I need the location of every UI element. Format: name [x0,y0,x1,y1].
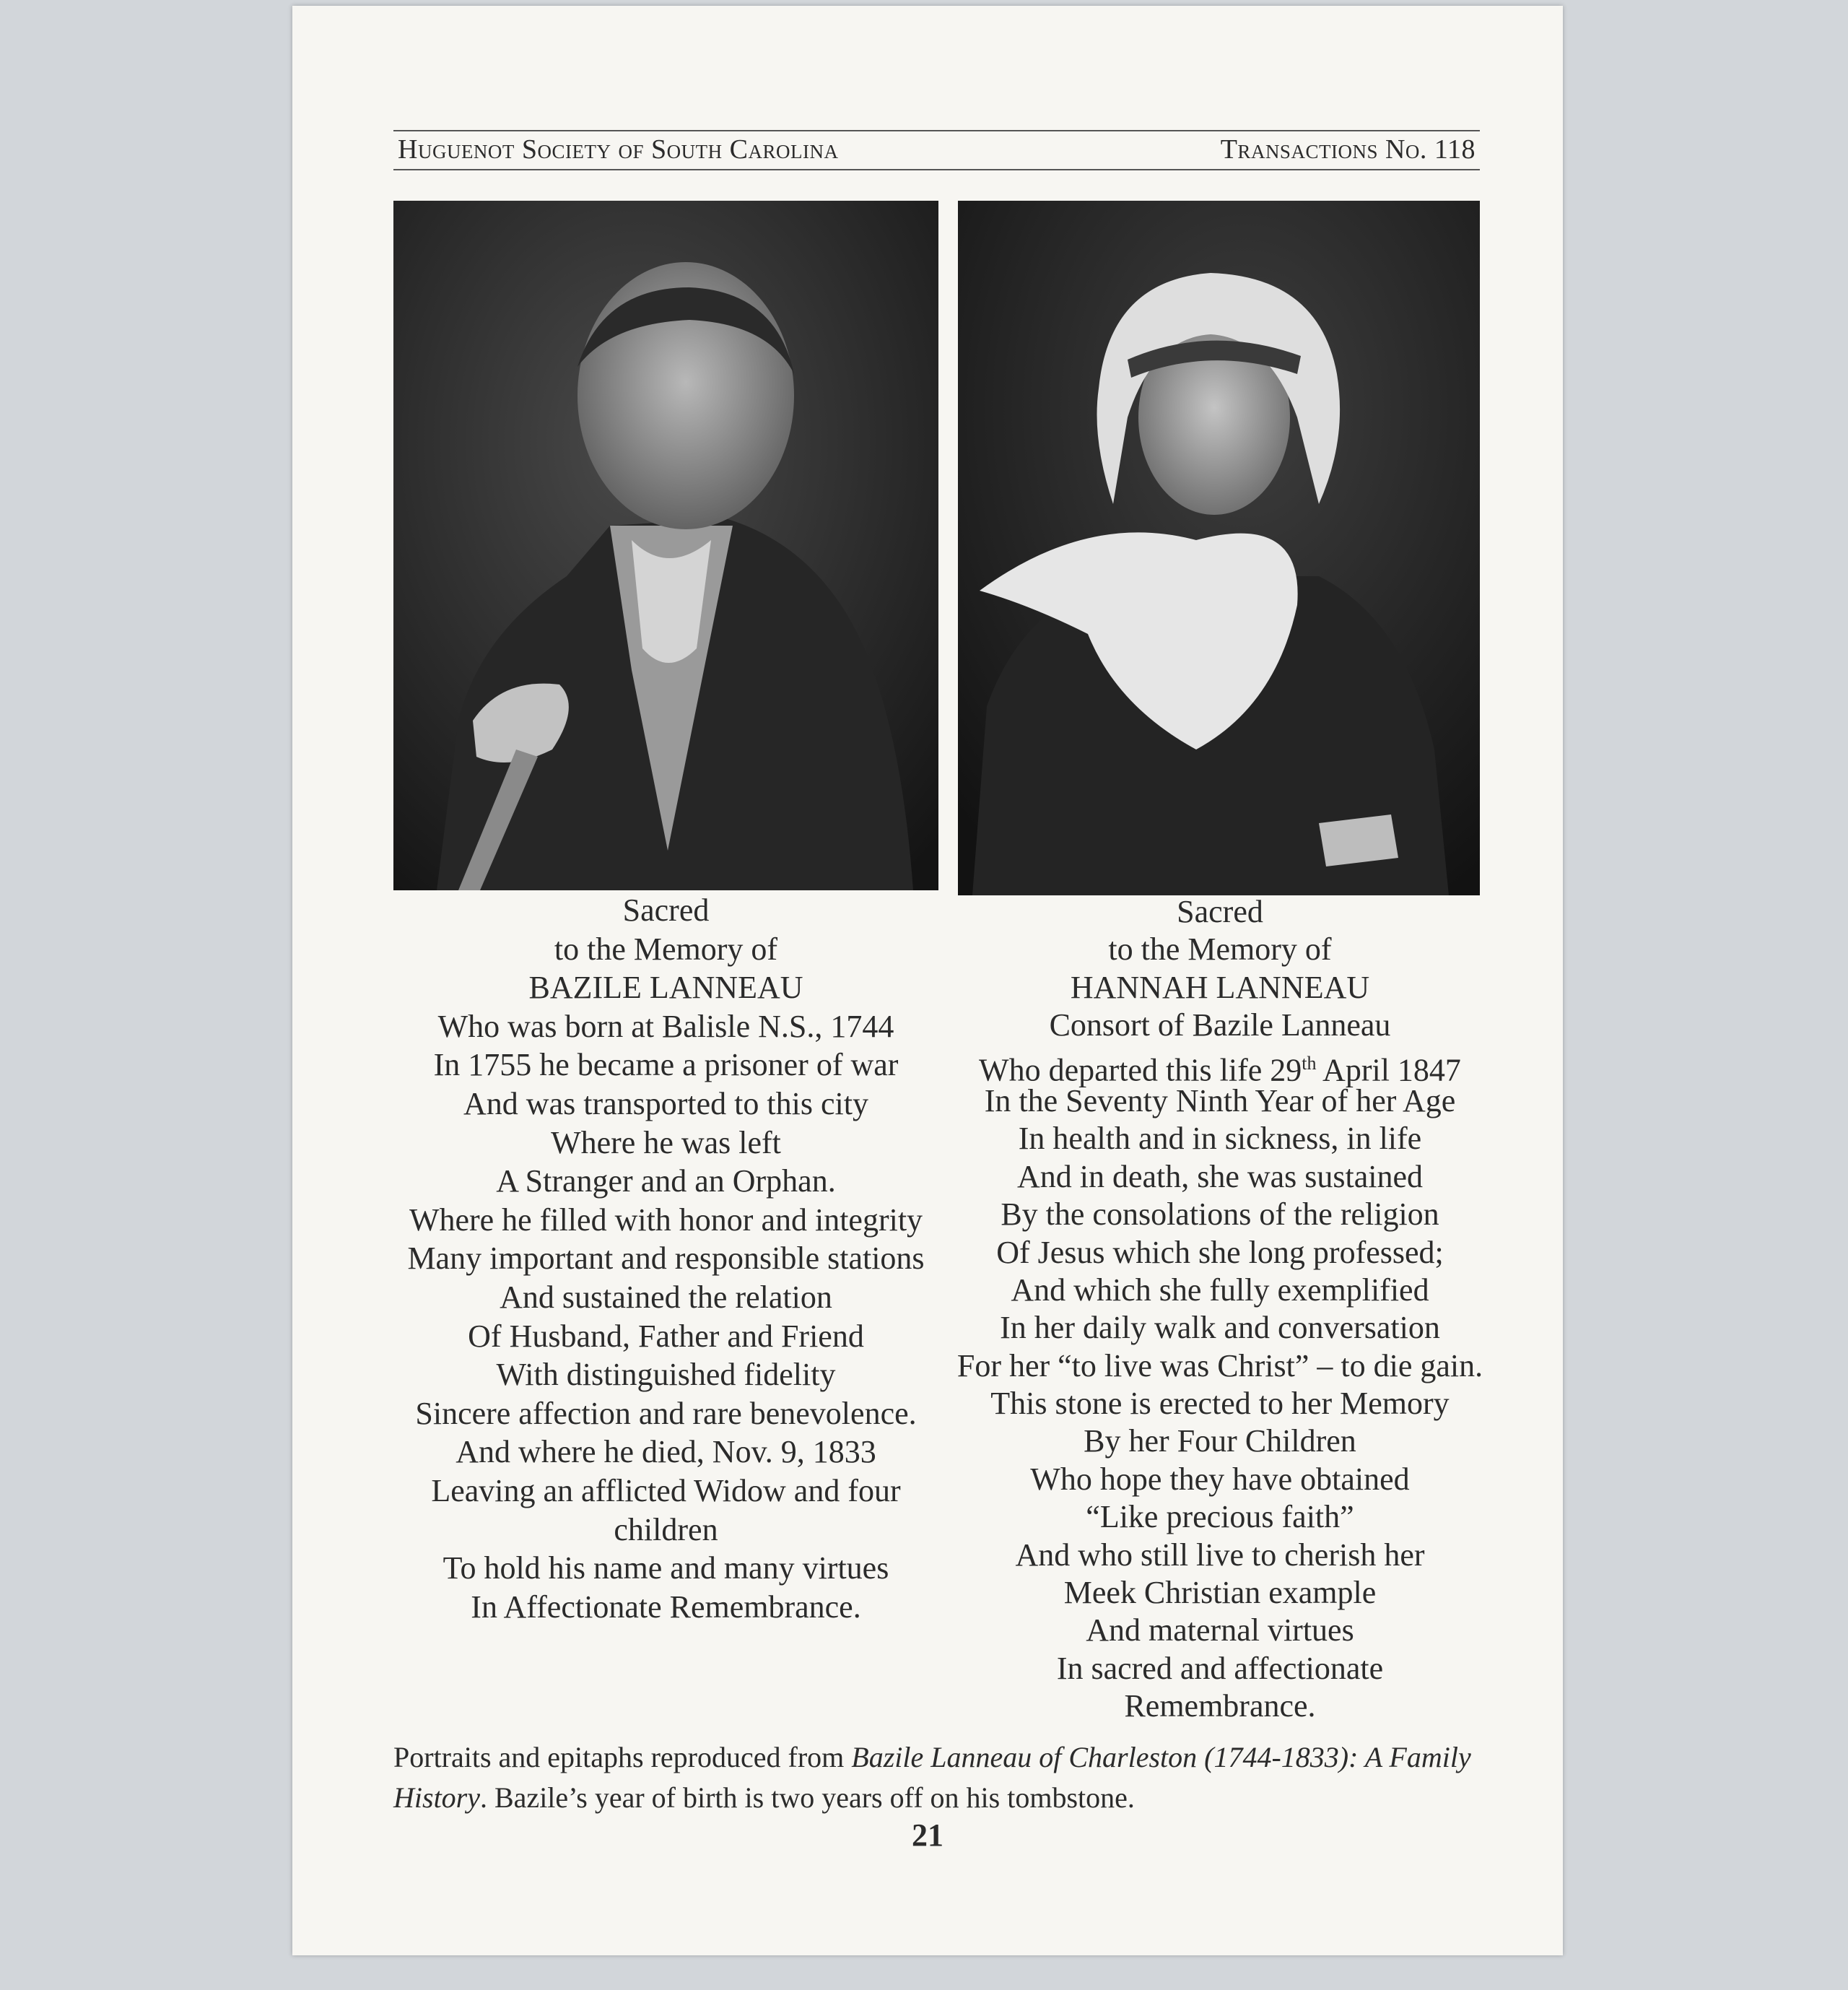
epitaph-line: Meek Christian example [1063,1575,1377,1611]
epitaph-line: Consort of Bazile Lanneau [1049,1007,1391,1043]
epitaph-line: With distinguished fidelity [496,1357,836,1393]
epitaph-line: In the Seventy Ninth Year of her Age [984,1082,1456,1118]
epitaph-line: “Like precious faith” [1086,1499,1354,1535]
epitaph-line: Leaving an afflicted Widow and four [431,1472,901,1508]
epitaph-hannah-lanneau [953,893,1487,1726]
epitaph-line: Sincere affection and rare benevolence. [415,1395,917,1431]
portrait-of-woman-icon [958,201,1480,895]
epitaph-line: Of Husband, Father and Friend [468,1318,864,1354]
epitaph-line: A Stranger and an Orphan. [496,1163,836,1199]
portrait-bazile-lanneau [393,201,938,890]
epitaph-line: Where he was left [551,1124,781,1160]
figure-caption [393,1737,1480,1818]
caption-text-end: . Bazile’s year of birth is two years off on his tombstone. [480,1781,1135,1814]
epitaph-line: In Affectionate Remembrance. [471,1589,861,1625]
epitaph-line: In sacred and affectionate [1056,1650,1384,1686]
epitaph-line-date [953,1045,1487,1088]
epitaph-line: Of Jesus which she long professed; [996,1234,1444,1270]
epitaph-line: Many important and responsible stations [407,1241,925,1277]
running-header [393,130,1480,170]
caption-text: Portraits and epitaphs reproduced from [393,1741,852,1773]
page-number: 21 [912,1817,943,1853]
epitaph-line: And who still live to cherish her [1015,1537,1425,1573]
epitaph-line: Sacred [622,892,710,928]
epitaph-line: And in death, she was sustained [1016,1158,1424,1194]
header-society-name: Huguenot Society of South Carolina [398,134,839,165]
epitaph-line: And where he died, Nov. 9, 1833 [456,1434,876,1470]
epitaph-bazile-lanneau [390,891,942,1626]
epitaph-line: to the Memory of [554,931,778,967]
epitaph-line: This stone is erected to her Memory [990,1386,1450,1422]
epitaph-line: For her “to live was Christ” – to die gain. [956,1347,1483,1383]
header-transactions-number: Transactions No. 118 [1220,134,1476,165]
ordinal-suffix: th [1302,1052,1317,1074]
epitaph-line: Where he filled with honor and integrity [409,1202,923,1238]
epitaph-line: Who was born at Balisle N.S., 1744 [437,1008,894,1044]
epitaph-line: In her daily walk and conversation [1000,1310,1440,1346]
date-text: Who departed this life 29 [979,1052,1302,1088]
epitaph-line: HANNAH LANNEAU [1070,969,1370,1005]
caption-book-title: Bazile Lanneau of Charleston (1744-1833): A Family History [393,1741,1471,1814]
document-page [292,6,1563,1955]
epitaph-line: Who hope they have obtained [1030,1461,1410,1497]
epitaph-line: BAZILE LANNEAU [528,970,803,1006]
epitaph-line: to the Memory of [1108,931,1332,968]
epitaph-line: Sacred [1177,894,1263,929]
epitaph-line: And which she fully exemplified [1011,1272,1429,1308]
epitaph-line: And maternal virtues [1086,1612,1354,1648]
epitaph-line: To hold his name and many virtues [443,1550,889,1586]
epitaph-line: By the consolations of the religion [1001,1196,1439,1233]
epitaph-line: And sustained the relation [500,1279,832,1315]
epitaph-line: In health and in sickness, in life [1018,1121,1422,1157]
epitaph-line: In 1755 he became a prisoner of war [433,1047,899,1083]
portrait-of-man-icon [393,201,938,890]
epitaph-line: Remembrance. [1124,1688,1316,1724]
epitaph-line: By her Four Children [1084,1423,1356,1459]
date-text-end: April 1847 [1316,1052,1461,1088]
epitaph-line: And was transported to this city [463,1085,868,1121]
portrait-hannah-lanneau [958,201,1480,895]
epitaph-line: children [614,1511,718,1547]
